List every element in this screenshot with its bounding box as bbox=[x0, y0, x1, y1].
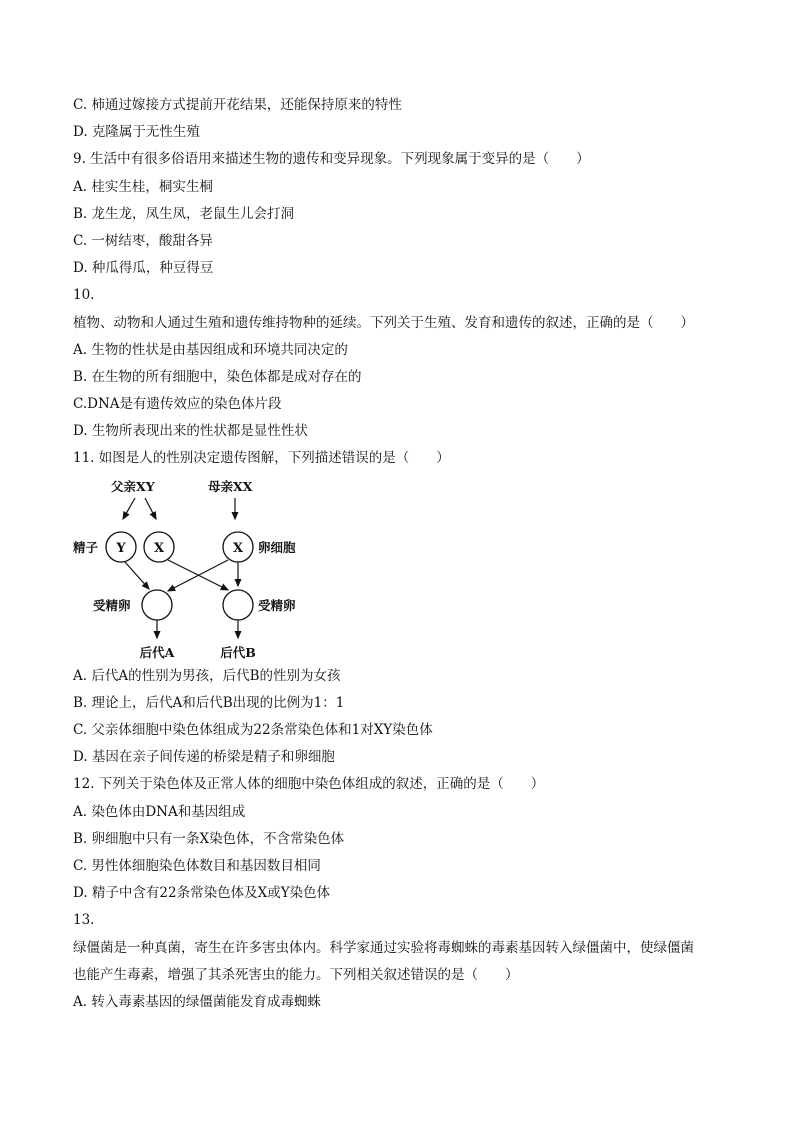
q13-number: 13. bbox=[73, 912, 95, 929]
offspring-a-label: 后代A bbox=[139, 644, 175, 660]
exam-page bbox=[73, 92, 733, 1016]
diagram-svg bbox=[73, 475, 373, 663]
q12-stem: 12. 下列关于染色体及正常人体的细胞中染色体组成的叙述，正确的是（ ） bbox=[73, 776, 545, 793]
q10-stem: 植物、动物和人通过生殖和遗传维持物种的延续。下列关于生殖、发育和遗传的叙述，正确的是（ ） bbox=[73, 314, 694, 331]
q10-option-a: A. 生物的性状是由基因组成和环境共同决定的 bbox=[73, 341, 348, 358]
egg-x-text: X bbox=[232, 540, 244, 556]
q11-option-d: D. 基因在亲子间传递的桥梁是精子和卵细胞 bbox=[73, 749, 335, 766]
q13-option-a: A. 转入毒素基因的绿僵菌能发育成毒蜘蛛 bbox=[73, 993, 321, 1010]
sperm-y-text: Y bbox=[116, 540, 126, 556]
zygote-right-label: 受精卵 bbox=[258, 597, 296, 613]
father-label: 父亲XY bbox=[111, 478, 155, 494]
q10-number: 10. bbox=[73, 287, 95, 304]
q9-option-a: A. 桂实生桂，桐实生桐 bbox=[73, 178, 213, 195]
egg-label: 卵细胞 bbox=[258, 539, 296, 555]
zygote-b-circle bbox=[223, 590, 253, 620]
q10-option-b: B. 在生物的所有细胞中，染色体都是成对存在的 bbox=[73, 368, 362, 385]
q13-stem-line1: 绿僵菌是一种真菌，寄生在许多害虫体内。科学家通过实验将毒蜘蛛的毒素基因转入绿僵菌中，使绿僵菌 bbox=[73, 939, 694, 956]
q11-option-b: B. 理论上，后代A和后代B出现的比例为1：1 bbox=[73, 694, 345, 711]
zygote-a-circle bbox=[142, 590, 172, 620]
arrow-father-x bbox=[145, 498, 156, 519]
q12-option-a: A. 染色体由DNA和基因组成 bbox=[73, 803, 246, 820]
arrow-y-to-zygote-a bbox=[125, 562, 149, 589]
q9-option-c: C. 一树结枣，酸甜各异 bbox=[73, 232, 213, 249]
q8-option-d: D. 克隆属于无性生殖 bbox=[73, 124, 200, 141]
q9-stem: 9. 生活中有很多俗语用来描述生物的遗传和变异现象。下列现象属于变异的是（ ） bbox=[73, 151, 590, 168]
q11-option-a: A. 后代A的性别为男孩，后代B的性别为女孩 bbox=[73, 667, 341, 684]
q10-option-c: C.DNA是有遗传效应的染色体片段 bbox=[73, 396, 282, 413]
sperm-x-text: X bbox=[153, 540, 165, 556]
q12-option-c: C. 男性体细胞染色体数目和基因数目相同 bbox=[73, 857, 321, 874]
offspring-b-label: 后代B bbox=[220, 644, 256, 660]
sex-determination-diagram bbox=[73, 475, 373, 663]
mother-label: 母亲XX bbox=[208, 478, 253, 494]
q12-option-b: B. 卵细胞中只有一条X染色体，不含常染色体 bbox=[73, 830, 345, 847]
q13-stem-line2: 也能产生毒素，增强了其杀死害虫的能力。下列相关叙述错误的是（ ） bbox=[73, 966, 519, 983]
q11-stem: 11. 如图是人的性别决定遗传图解，下列描述错误的是（ ） bbox=[73, 450, 450, 467]
q8-option-c: C. 柿通过嫁接方式提前开花结果，还能保持原来的特性 bbox=[73, 97, 402, 113]
q10-option-d: D. 生物所表现出来的性状都是显性性状 bbox=[73, 423, 308, 440]
q12-option-d: D. 精子中含有22条常染色体及X或Y染色体 bbox=[73, 885, 331, 902]
q11-option-c: C. 父亲体细胞中染色体组成为22条常染色体和1对XY染色体 bbox=[73, 722, 433, 738]
q9-option-d: D. 种瓜得瓜，种豆得豆 bbox=[73, 260, 214, 277]
q9-option-b: B. 龙生龙，凤生凤，老鼠生儿会打洞 bbox=[73, 205, 295, 222]
zygote-left-label: 受精卵 bbox=[93, 597, 131, 613]
arrow-father-y bbox=[123, 498, 135, 519]
sperm-label: 精子 bbox=[73, 539, 99, 555]
